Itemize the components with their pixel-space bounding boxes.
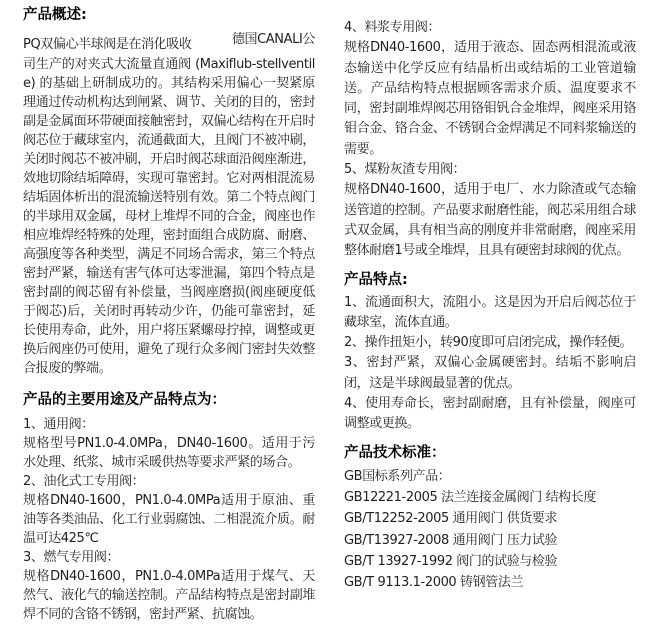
standards-heading: 产品技术标准： (344, 444, 446, 461)
intro-line1-left-text: PQ双偏心半球阀是在消化吸收 (23, 37, 192, 52)
features-heading: 产品特点: (344, 271, 408, 288)
usage-item-1 (23, 415, 315, 472)
usage-item-title: 4、料浆专用阀： (344, 20, 441, 35)
usage-item-title: 3、燃气专用阀： (23, 550, 120, 565)
usage-item-5 (344, 160, 636, 261)
usage-item-3 (23, 548, 315, 624)
usage-heading: 产品的主要用途及产品特点为： (23, 392, 226, 408)
feature-item: 4、使用寿命长，密封副耐磨，且有补偿量，阀座可调整或更换。 (344, 396, 636, 432)
usage-item-body: 规格型号PN1.0-4.0MPa，DN40-1600。适用于污水处理、纸浆、城市采暖供热等要求严紧的场合。 (23, 436, 315, 470)
standard-item: GB/T 13927-1992 阀门的试验与检验 (344, 553, 558, 569)
usage-item-2 (23, 472, 315, 548)
usage-item-title: 1、通用阀： (23, 417, 94, 432)
usage-item-body: 规格DN40-1600，PN1.0-4.0MPa适用于煤气、天然气、液化气的输送控制。产品结构特点是密封副堆焊不同的含铬不锈钢，密封严紧、抗腐蚀。 (23, 569, 315, 622)
features-list (344, 293, 636, 435)
usage-item-body: 规格DN40-1600，适用于电厂、水力除渣或气态输送管道的控制。产品要求耐磨性能，阀芯采用组合球式双金属，具有相当高的刚度并非常耐磨，阀座采用整体耐磨1号或全堆焊，且具有硬密封球阀的优点。 (344, 182, 636, 259)
overview-heading: 产品概述: (23, 7, 87, 23)
feature-item: 1、流通面积大，流阻小。这是因为开启后阀芯位于藏球室，流体直通。 (344, 294, 636, 330)
right-column (344, 18, 636, 593)
standard-item: GB12221-2005 法兰连接金属阀门 结构长度 (344, 489, 596, 505)
standard-item: GB/T13927-2008 通用阀门 压力试验 (344, 532, 558, 548)
standard-item: GB/T12252-2005 通用阀门 供货要求 (344, 511, 558, 527)
usage-item-4 (344, 18, 636, 160)
usage-item-title: 2、油化式工专用阀： (23, 474, 145, 489)
usage-item-body: 规格DN40-1600，PN1.0-4.0MPa适用于原油、重油等各类油品、化工行业弱腐蚀、二相混流介质。耐温可达425℃ (23, 493, 315, 546)
standards-list (344, 466, 636, 594)
feature-item: 3、密封严紧，双偏心金属硬密封。结垢不影响启闭，这是半球阀最显著的优点。 (344, 355, 636, 391)
standard-item: GB国标系列产品： (344, 468, 451, 484)
intro-paragraph: 司生产的对夹式大流量直通阀 (Maxiflub-stellventile) 的基础上研制成功的。其结构采用偏心一契紧原理通过传动机构达到闸紧、调节、关闭的目的，密封副是金属面环带硬面接触密封，双偏心结构在开启时阀芯位于藏球室内，流通截面大，且阀门不被冲刷，关闭时阀芯不被冲刷，开启时阀芯球面沿阀座渐进，效地切除结垢障碍，实现可靠密封。它对两相混流易结垢固体析出的混流输送特别有效。第二个特点阀门的半球用双金属，母材上堆焊不同的合金，阀座也作相应堆焊经特殊的处理，密封面组合成防腐、耐磨、高强度等各种类型，满足不同场合需求，第三个特点密封严紧，输送有害气体可达零泄漏，第四个特点是密封副的阀芯留有补偿量，当阀座磨损(阀座硬度低于阀芯)后，关闭时再转动少许，仍能可靠密封，延长使用寿命，此外，用户将压紧螺母拧掉，调整或更换后阀座仍可使用，避免了现行众多阀门密封失效整合报废的弊端。 (23, 57, 315, 376)
feature-item: 2、操作扭矩小，转90度即可启闭完成，操作轻便。 (344, 335, 633, 351)
intro-line1-brand-text: 德国CANALI公 (231, 32, 315, 47)
intro-first-line (23, 32, 315, 55)
left-column (23, 6, 315, 624)
usage-item-body: 规格DN40-1600，适用于液态、固态两相混流或液态输送中化学反应有结晶析出或结垢的工业管道输送。产品结构特点根据顾客需求介质、温度要求不同，密封副堆焊阀芯用铬钼钒合金堆焊，阀座采用铬钼合金、铬合金、不锈钢合金焊满足不同料浆输送的需要。 (344, 40, 636, 157)
standard-item: GB/T 9113.1-2000 铸钢管法兰 (344, 575, 524, 591)
usage-item-title: 5、煤粉灰渣专用阀： (344, 162, 466, 178)
